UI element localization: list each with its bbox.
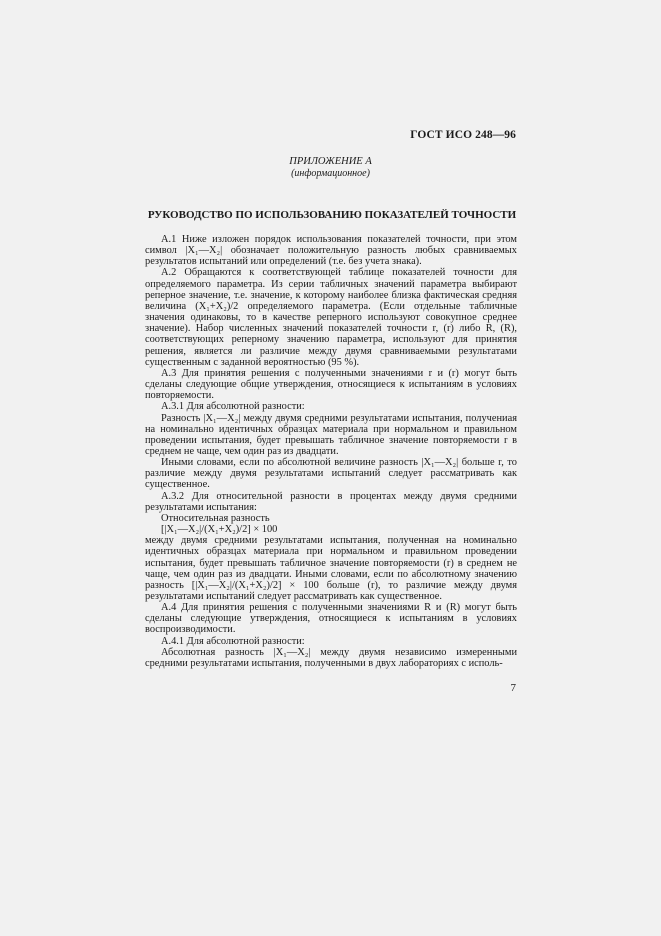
paragraph-a2: А.2 Обращаются к соответствующей таблице показателей точности для определяемого параметра. Из серии табличных значений параметра выбирают реперное значение, т.е. значение, к которому наиболее близка фактическая средняя величина (X₁+X₂)/2 определяемого параметра. (Если отдельные табличные значения одинаковы, то в качестве реперного используют совокупное среднее значение). Набор численных значений показателей точности r, (r) либо R, (R), соответствующих реперному значению параметра, используют для принятия решения, является ли различие между двумя сравниваемыми результатами существенным с заданной вероятностью (95 %).	[145, 267, 517, 368]
section-title: РУКОВОДСТВО ПО ИСПОЛЬЗОВАНИЮ ПОКАЗАТЕЛЕЙ ТОЧНОСТИ	[147, 209, 517, 221]
paragraph-a3-1-conclusion: Иными словами, если по абсолютной величине разность |X₁—X₂| больше r, то различие между двумя результатами испытаний следует рассматривать как существенное.	[145, 457, 517, 491]
standard-header: ГОСТ ИСО 248—96	[410, 129, 516, 141]
paragraph-a4-1-text: Абсолютная разность |X₁—X₂| между двумя независимо измеренными средними результатами испытания, полученными в двух лабораториях с исполь-	[145, 646, 517, 669]
paragraph-a4: А.4 Для принятия решения с полученными значениями R и (R) могут быть сделаны следующие утверждения, относящиеся к испытаниям в условиях воспроизводимости.	[145, 602, 517, 636]
paragraph-a3-2-text: между двумя средними результатами испытания, полученная на номинально идентичных образцах материала при нормальном и правильном проведении испытания, будет превышать табличное значение повторяемости (r) в среднем не чаще, чем один раз из двадцати. Иными словами, если по абсолютному значению разность [|X₁—X₂|/(X₁+X₂)/2] × 100 больше (r), то различие между двумя результатами испытаний следует рассматривать как существенное.	[145, 535, 517, 602]
paragraph-a4-1: А.4.1 Для абсолютной разности:	[161, 635, 305, 647]
paragraph-a3-1-text: Разность |X₁—X₂| между двумя средними результатами испытания, получениая на номинально идентичных образцах материала при нормальном и правильном проведении испытания, будет превышать табличное значение повторяемости r в среднем не чаще, чем один раз из двадцати.	[145, 412, 517, 457]
appendix-sublabel: (информационное)	[291, 168, 370, 179]
appendix-label: ПРИЛОЖЕНИЕ А	[289, 156, 372, 167]
paragraph-a1: А.1 Ниже изложен порядок использования показателей точности, при этом символ |X₁—X₂| обозначает положительную разность любых сравниваемых результатов испытаний или определений (т.е. без учета знака).	[145, 234, 517, 268]
page-number: 7	[510, 682, 516, 694]
paragraph-a3-1: А.3.1 Для абсолютной разности:	[161, 401, 305, 413]
paragraph-a3-2: А.3.2 Для относительной разности в процентах между двумя средними результатами испытания:	[145, 490, 517, 513]
formula-relative-diff: [|X₁—X₂|/(X₁+X₂)/2] × 100	[161, 524, 278, 536]
body-text	[145, 234, 517, 669]
paragraph-relative-diff: Относительная разность	[161, 512, 270, 524]
paragraph-a3: А.3 Для принятия решения с полученными значениями r и (r) могут быть сделаны следующие общие утверждения, относящиеся к испытаниям в условиях повторяемости.	[145, 367, 517, 402]
